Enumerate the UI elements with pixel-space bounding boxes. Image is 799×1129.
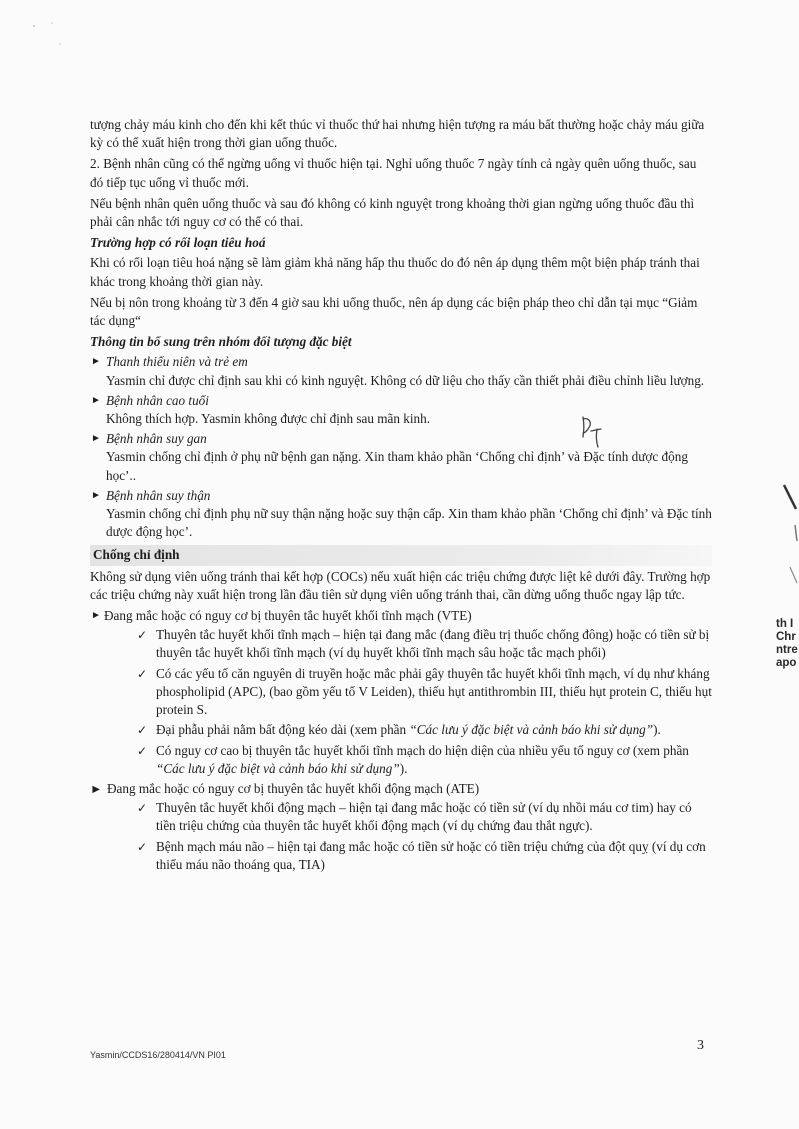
special-group-elderly [90, 392, 712, 428]
handwritten-initials [579, 411, 605, 451]
scan-speck-marks [30, 20, 70, 50]
gi-disorder-heading: Trường hợp có rối loạn tiêu hoá [90, 235, 266, 251]
special-group-text: Yasmin chống chỉ định ở phụ nữ bệnh gan nặng. Xin tham khảo phần ‘Chống chỉ định’ và Đặc tính dược động học’.. [106, 449, 688, 483]
checkmark-icon: ✓ [137, 666, 148, 681]
triangle-bullet-icon: ► [91, 394, 101, 406]
special-group-renal [90, 487, 712, 542]
vte-item: ✓ Có nguy cơ cao bị thuyên tắc huyết khối tĩnh mạch do hiện diện của nhiều yếu tố nguy cơ (xem phần “Các lưu ý đặc biệt và cảnh báo khi sử dụng”). [137, 742, 689, 776]
page-number: 3 [697, 1038, 704, 1053]
gi-paragraph-1: Khi có rối loạn tiêu hoá nặng sẽ làm giảm khả năng hấp thu thuốc do đó nên áp dụng thêm một biện pháp tránh thai khác trong khoảng thời gian này. [90, 255, 700, 289]
continuation-paragraph: tượng chảy máu kinh cho đến khi kết thúc vỉ thuốc thứ hai nhưng hiện tượng ra máu bất thường hoặc chảy máu giữa kỳ có thể xuất hiện trong thời gian uống thuốc. [90, 117, 705, 151]
triangle-bullet-icon: ► [91, 489, 101, 501]
special-group-title: ► Bệnh nhân suy gan [90, 430, 712, 448]
pregnancy-note-paragraph: Nếu bệnh nhân quên uống thuốc và sau đó không có kinh nguyệt trong khoảng thời gian ngừng uống thuốc đầu thì phải cân nhắc tới nguy cơ có thể có thai. [90, 195, 695, 230]
vte-item: ✓ Đại phẫu phải nằm bất động kéo dài (xem phần “Các lưu ý đặc biệt và cảnh báo khi sử dụng”). [137, 721, 712, 739]
gi-paragraph-2: Nếu bị nôn trong khoảng từ 3 đến 4 giờ sau khi uống thuốc, nên áp dụng các biện pháp theo chỉ dẫn tại mục “Giảm tác dụng“ [90, 294, 698, 329]
adjacent-page-edge-marks [780, 475, 799, 605]
vte-item: ✓ Thuyên tắc huyết khối tĩnh mạch – hiện tại đang mắc (đang điều trị thuốc chống đông) hoặc có tiền sử bị thuyên tắc huyết khối tĩnh mạch (ví dụ huyết khối tĩnh mạch sâu hoặc tắc mạch phổi) [137, 627, 710, 661]
contraindications-section-heading: Chống chỉ định [90, 545, 712, 565]
special-group-title: ► Bệnh nhân suy thận [90, 487, 712, 505]
ate-item: ✓ Bệnh mạch máu não – hiện tại đang mắc hoặc có tiền sử hoặc có tiền triệu chứng của đột quỵ (ví dụ cơn thiếu máu não thoáng qua, TIA) [137, 838, 706, 872]
special-populations-heading: Thông tin bổ sung trên nhóm đối tượng đặc biệt [90, 334, 352, 350]
triangle-bullet-icon: ► [90, 781, 103, 796]
ate-item: ✓ Thuyên tắc huyết khối động mạch – hiện tại đang mắc hoặc có tiền sử (ví dụ nhồi máu cơ tim) hay có tiền triệu chứng của thuyên tắc huyết khối động mạch (ví dụ chứng đau thắt ngực). [137, 800, 692, 834]
triangle-bullet-icon: ► [91, 610, 101, 622]
document-body [90, 116, 712, 876]
triangle-bullet-icon: ► [91, 356, 101, 368]
cross-reference: “Các lưu ý đặc biệt và cảnh báo khi sử dụng” [156, 760, 400, 776]
vte-bullet-heading: ► Đang mắc hoặc có nguy cơ bị thuyên tắc huyết khối tĩnh mạch (VTE) [90, 607, 712, 625]
ate-checklist [90, 799, 712, 874]
special-group-text: Yasmin chống chỉ định phụ nữ suy thận nặng hoặc suy thận cấp. Xin tham khảo phần ‘Chống chỉ định’ và Đặc tính dược động học’. [106, 506, 712, 540]
special-group-hepatic [90, 430, 712, 485]
adjacent-page-text-fragment: th I Chr ntre apo [776, 618, 798, 669]
special-group-text: Không thích hợp. Yasmin không được chỉ định sau mãn kinh. [106, 411, 431, 427]
checkmark-icon: ✓ [137, 839, 148, 854]
cross-reference: “Các lưu ý đặc biệt và cảnh báo khi sử dụng” [409, 722, 654, 738]
checkmark-icon: ✓ [137, 628, 148, 643]
special-group-text: Yasmin chỉ được chỉ định sau khi có kinh nguyệt. Không có dữ liệu cho thấy cần thiết phải điều chỉnh liều lượng. [106, 372, 705, 388]
triangle-bullet-icon: ► [91, 433, 101, 445]
document-code: Yasmin/CCDS16/280414/VN PI01 [90, 1050, 226, 1060]
vte-item: ✓ Có các yếu tố căn nguyên di truyền hoặc mắc phải gây thuyên tắc huyết khối tĩnh mạch, ví dụ như kháng phospholipid (APC), (bao gồm yếu tố V Leiden), thiếu hụt antithrombin III, thiếu hụt protein C, thiếu hụt protein S. [137, 665, 712, 718]
special-group-title: ► Bệnh nhân cao tuổi [90, 392, 712, 410]
special-group-title: ► Thanh thiếu niên và trẻ em [90, 353, 712, 371]
checkmark-icon: ✓ [137, 743, 148, 758]
option-2-paragraph: 2. Bệnh nhân cũng có thể ngừng uống vỉ thuốc hiện tại. Nghỉ uống thuốc 7 ngày tính cả ngày quên uống thuốc, sau đó tiếp tục uống vỉ thuốc mới. [90, 156, 697, 190]
vte-checklist [90, 626, 712, 778]
ate-bullet-heading: ► Đang mắc hoặc có nguy cơ bị thuyên tắc huyết khối động mạch (ATE) [90, 780, 712, 798]
special-group-adolescents [90, 353, 712, 389]
checkmark-icon: ✓ [137, 723, 148, 738]
checkmark-icon: ✓ [137, 801, 148, 816]
contraindications-intro: Không sử dụng viên uống tránh thai kết hợp (COCs) nếu xuất hiện các triệu chứng được liệt kê dưới đây. Trường hợp các triệu chứng này xuất hiện trong lần đầu tiên sử dụng viên uống tránh thai, cần dừng uống thuốc ngay lập tức. [90, 568, 711, 602]
